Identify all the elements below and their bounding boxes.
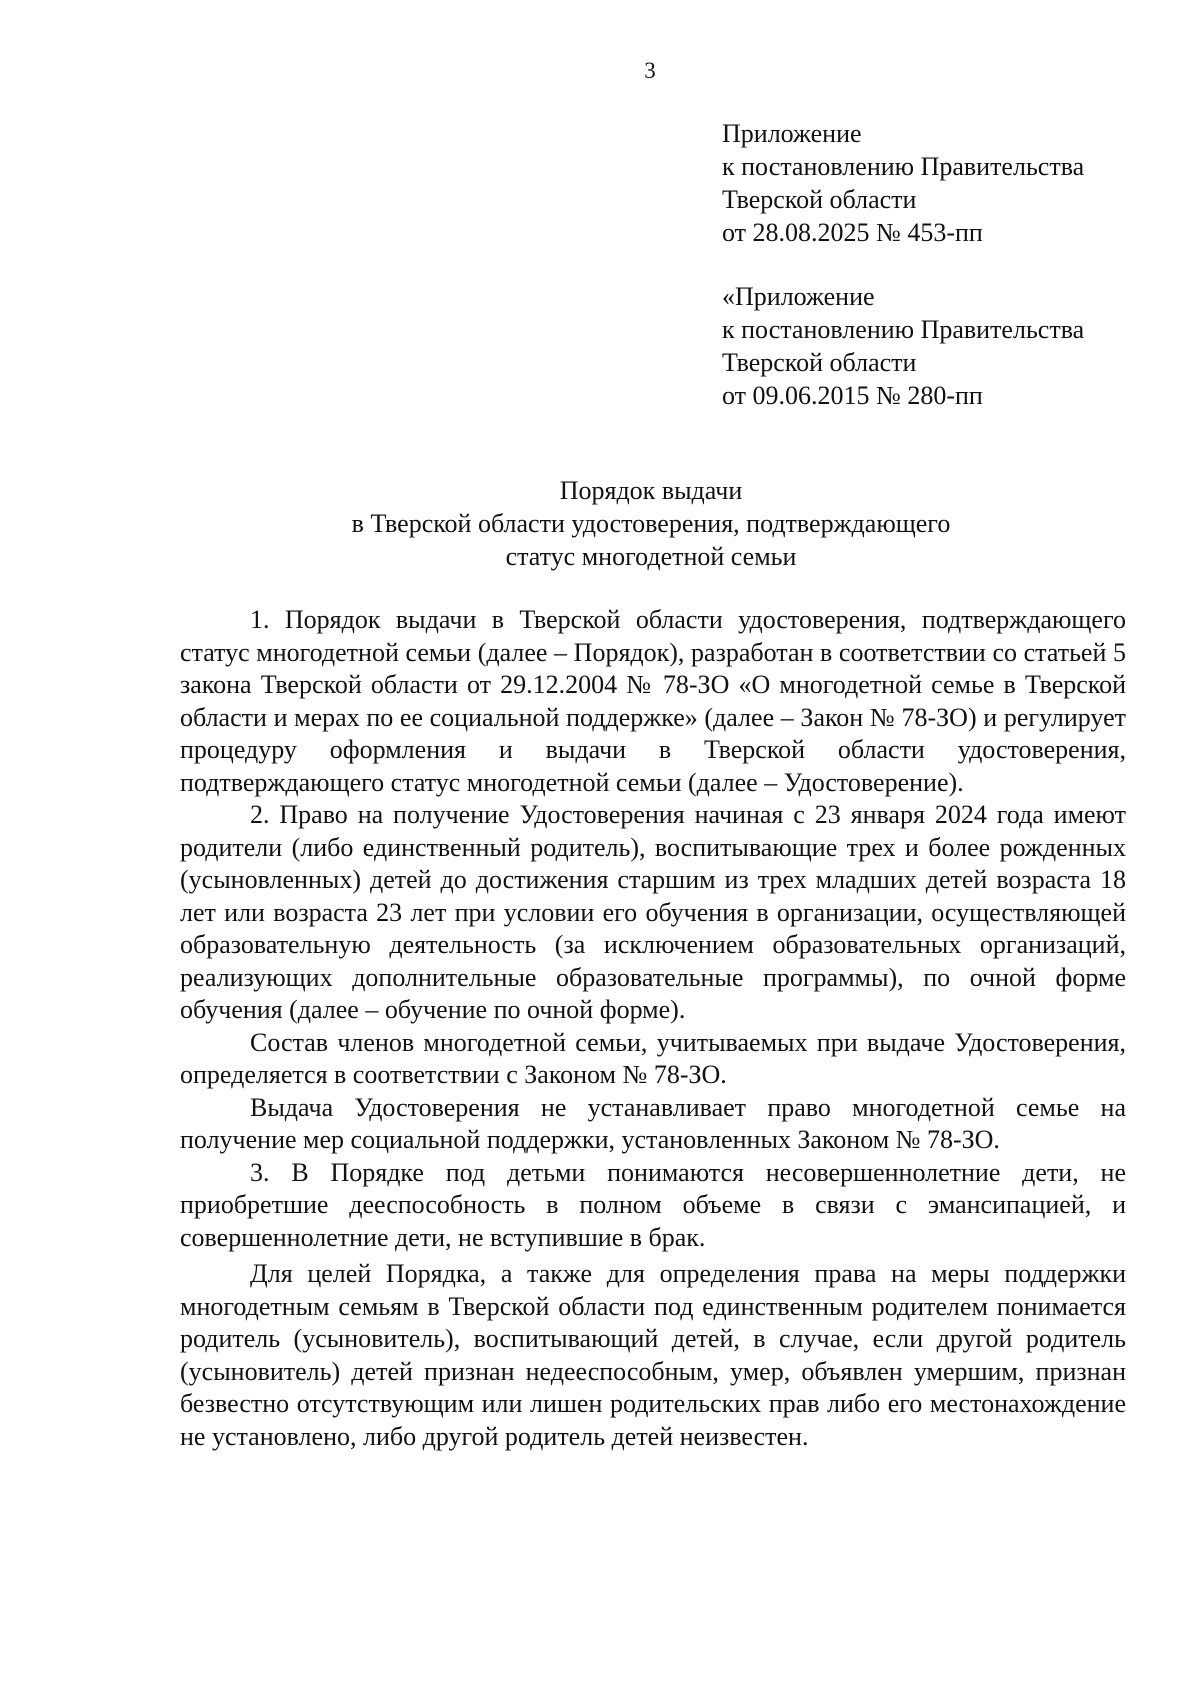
document-body (180, 604, 1126, 1453)
appendix-line: Приложение (722, 119, 862, 148)
paragraph-5: 3. В Порядке под детьми понимаются несовершеннолетние дети, не приобретшие дееспособность в полном объеме в связи с эмансипацией, и совершеннолетние дети, не вступившие в брак. (180, 1157, 1126, 1252)
appendix-line: к постановлению Правительства (722, 315, 1085, 344)
appendix-line: к постановлению Правительства (722, 152, 1085, 181)
paragraph-6: Для целей Порядка, а также для определения права на меры поддержки многодетным семьям в Тверской области под единственным родителем понимается родитель (усыновитель), воспитывающий детей, в случае, если другой родитель (усыновитель) детей признан недееспособным, умер, объявлен умершим, признан безвестно отсутствующим или лишен родительских прав либо его местонахождение не установлено, либо другой родитель детей неизвестен. (180, 1259, 1126, 1451)
paragraph-3: Состав членов многодетной семьи, учитываемых при выдаче Удостоверения, определяется в соответствии с Законом № 78-ЗО. (180, 1027, 1126, 1089)
paragraph-2: 2. Право на получение Удостоверения начиная с 23 января 2024 года имеют родители (либо единственный родитель), воспитывающие трех и более рожденных (усыновленных) детей до достижения старшим из трех младших детей возраста 18 лет или возраста 23 лет при условии его обучения в организации, осуществляющей образовательную деятельность (за исключением образовательных организаций, реализующих дополнительные образовательные программы), по очной форме обучения (далее – обучение по очной форме). (180, 800, 1126, 1024)
appendix-header-current (722, 117, 1084, 249)
title-line: в Тверской области удостоверения, подтверждающего (351, 509, 951, 538)
appendix-line: от 28.08.2025 № 453-пп (722, 218, 983, 247)
appendix-line: «Приложение (722, 282, 875, 311)
title-line: Порядок выдачи (559, 476, 743, 505)
appendix-header-original (722, 280, 1084, 412)
appendix-line: Тверской области (722, 348, 917, 377)
paragraph-1: 1. Порядок выдачи в Тверской области удостоверения, подтверждающего статус многодетной семьи (далее – Порядок), разработан в соответствии со статьей 5 закона Тверской области от 29.12.2004 № 78-ЗО «О многодетной семье в Тверской области и мерах по ее социальной поддержке» (далее – Закон № 78-ЗО) и регулирует процедуру оформления и выдачи в Тверской области удостоверения, подтверждающего статус многодетной семьи (далее – Удостоверение). (180, 605, 1126, 797)
page-number: 3 (644, 58, 656, 83)
title-line: статус многодетной семьи (505, 542, 797, 571)
appendix-line: Тверской области (722, 185, 917, 214)
appendix-line: от 09.06.2015 № 280-пп (722, 381, 983, 410)
document-title (180, 474, 1122, 573)
paragraph-4: Выдача Удостоверения не устанавливает право многодетной семье на получение мер социальной поддержки, установленных Законом № 78-ЗО. (180, 1092, 1126, 1154)
